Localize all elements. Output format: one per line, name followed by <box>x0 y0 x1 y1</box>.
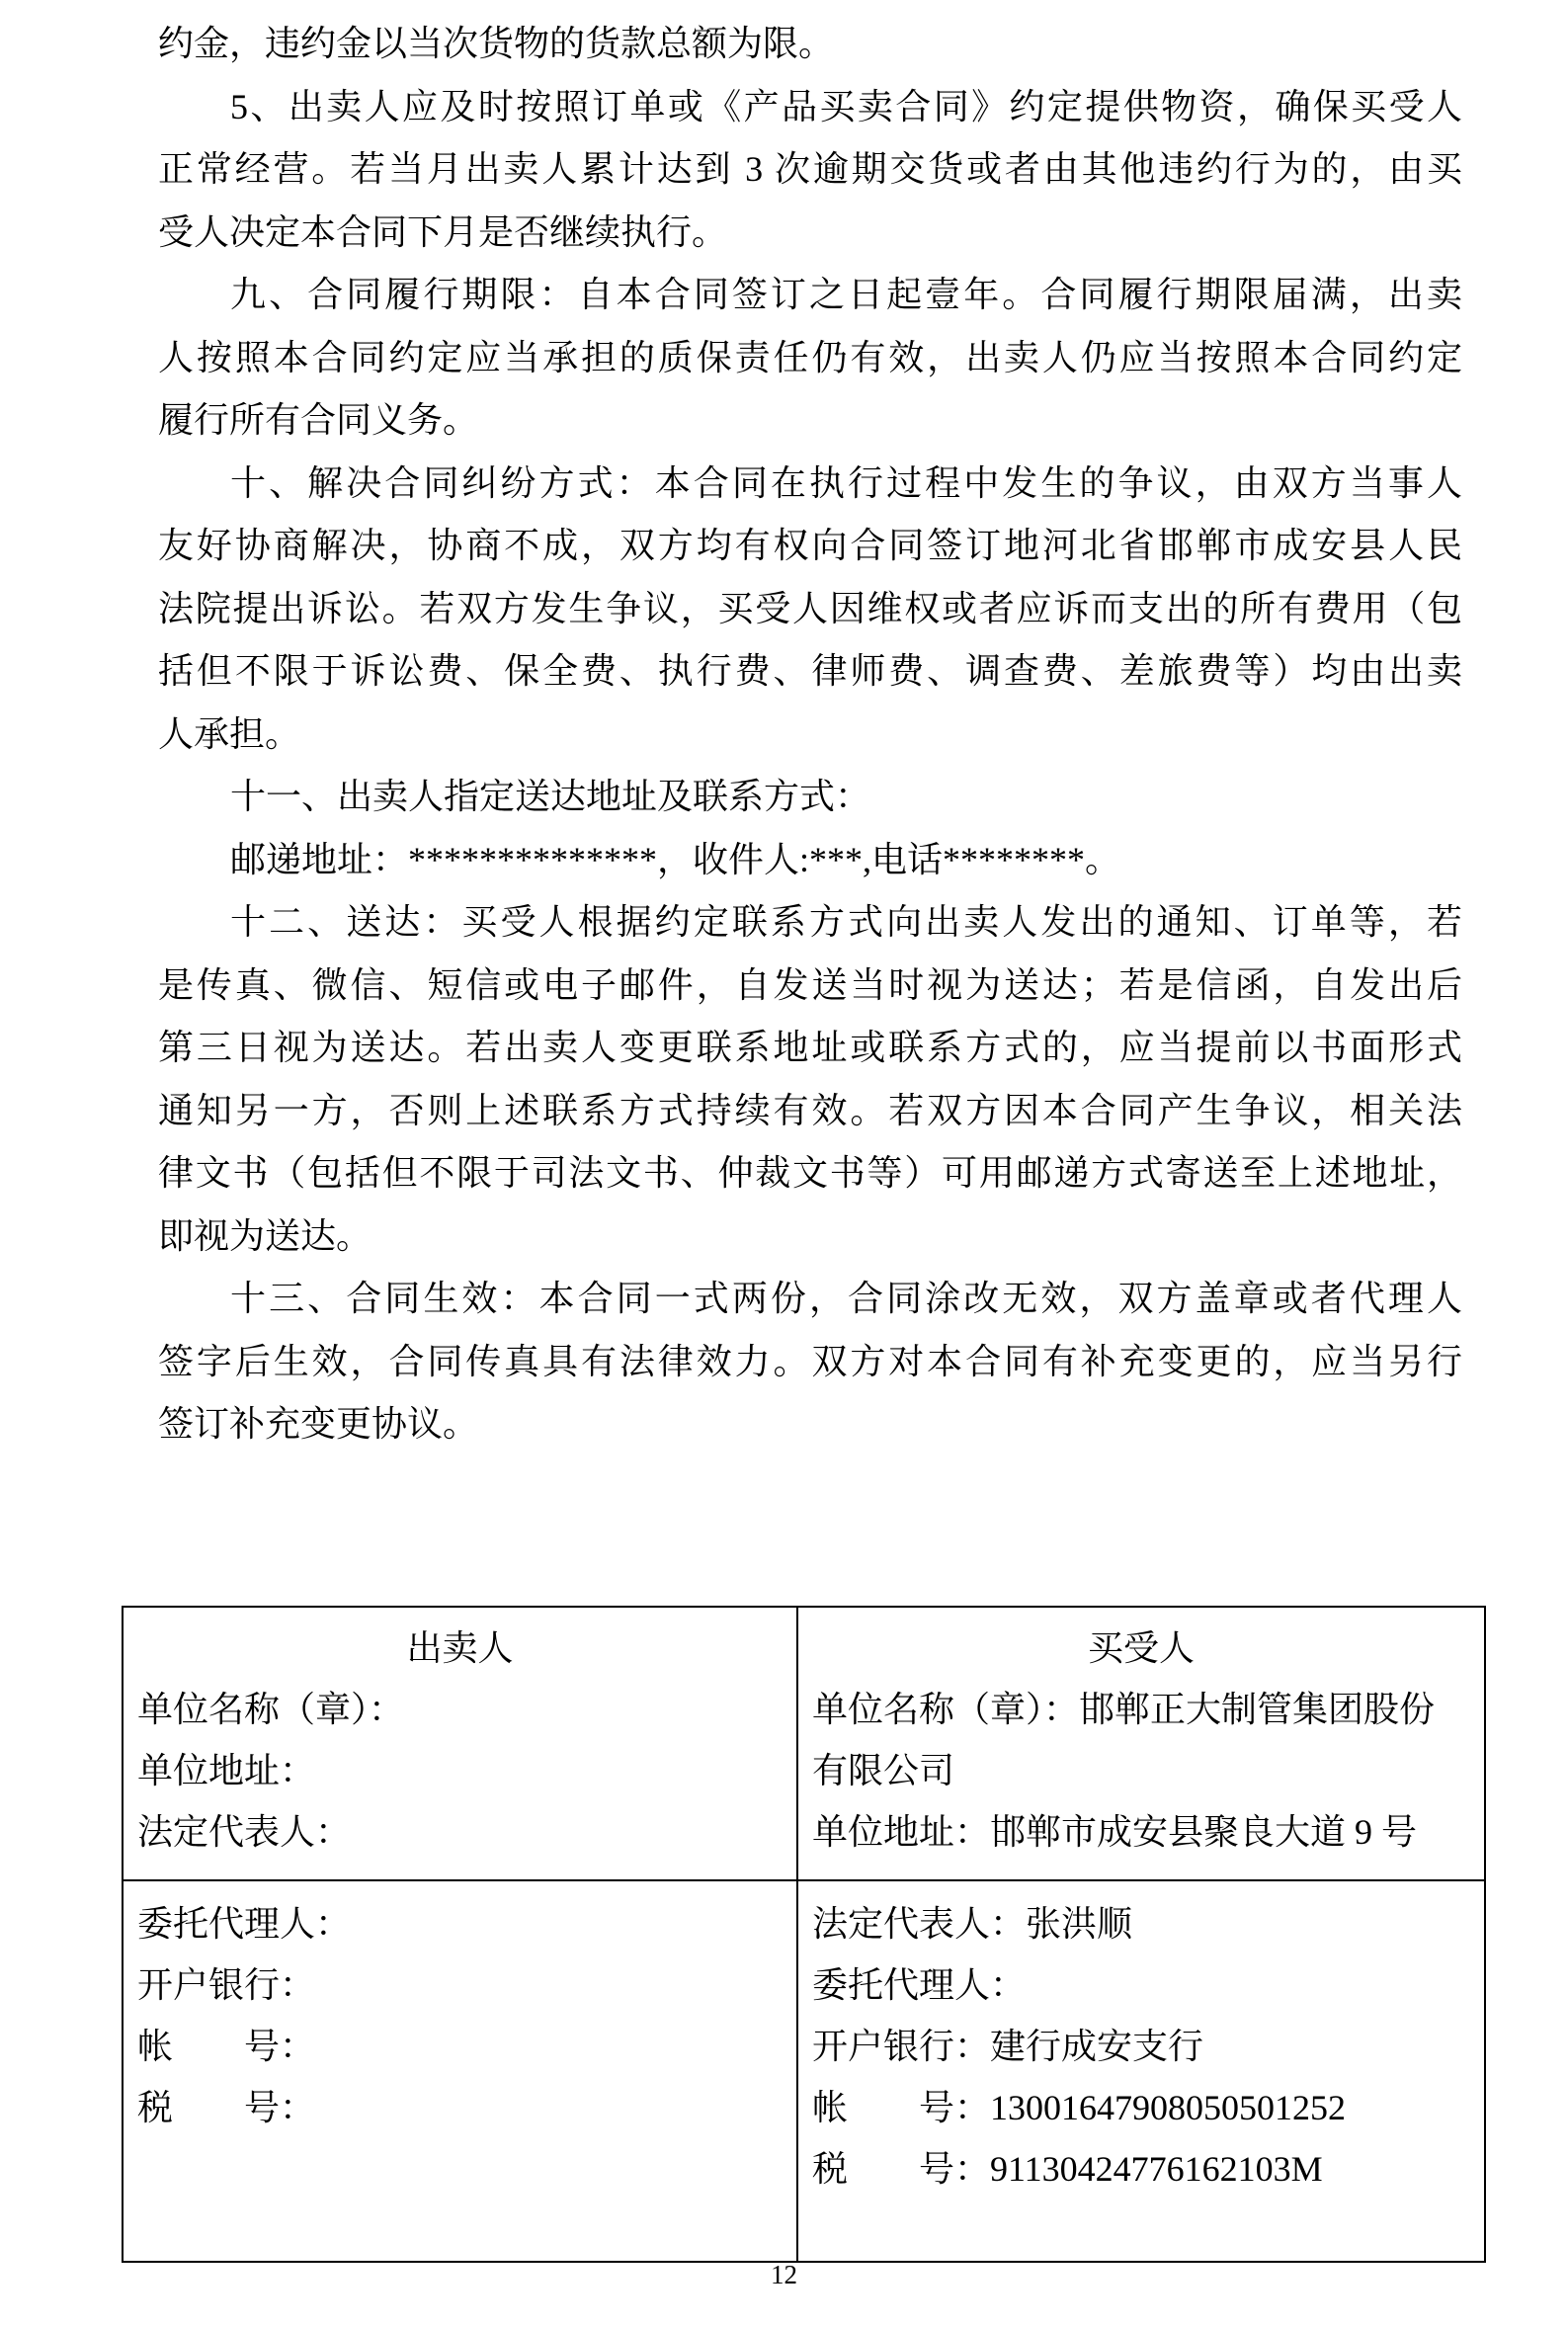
seller-company-address-label: 单位地址： <box>137 1751 316 1790</box>
body-line: 括但不限于诉讼费、保全费、执行费、律师费、调查费、差旅费等）均由出卖 <box>158 651 1462 691</box>
seller-account-label: 帐 号： <box>137 2027 316 2066</box>
body-line: 九、合同履行期限：自本合同签订之日起壹年。合同履行期限届满，出卖 <box>230 275 1462 314</box>
buyer-company-name: 单位名称（章）：邯郸正大制管集团股份 <box>812 1690 1436 1729</box>
body-line: 十三、合同生效：本合同一式两份，合同涂改无效，双方盖章或者代理人 <box>230 1279 1462 1318</box>
body-line: 受人决定本合同下月是否继续执行。 <box>158 211 728 252</box>
buyer-info-cell <box>798 1608 1484 1881</box>
body-line: 十、解决合同纠纷方式：本合同在执行过程中发生的争议，由双方当事人 <box>230 462 1462 503</box>
body-line: 即视为送达。 <box>158 1215 372 1256</box>
seller-agent-label: 委托代理人： <box>137 1904 352 1944</box>
body-line: 人承担。 <box>158 713 301 754</box>
buyer-bank-cell <box>798 1881 1484 2261</box>
buyer-header: 买受人 <box>1087 1628 1195 1668</box>
seller-header: 出卖人 <box>406 1628 514 1668</box>
contract-body <box>158 13 1462 1456</box>
body-line: 约金，违约金以当次货物的货款总额为限。 <box>158 24 835 63</box>
seller-company-name-label: 单位名称（章）： <box>137 1690 405 1729</box>
body-line: 人按照本合同约定应当承担的质保责任仍有效，出卖人仍应当按照本合同约定 <box>158 337 1462 377</box>
body-line: 法院提出诉讼。若双方发生争议，买受人因维权或者应诉而支出的所有费用（包 <box>158 588 1462 628</box>
body-line: 签字后生效，合同传真具有法律效力。双方对本合同有补充变更的，应当另行 <box>158 1341 1462 1381</box>
seller-info-cell <box>124 1608 798 1881</box>
seller-legal-representative-label: 法定代表人： <box>137 1812 352 1852</box>
buyer-company-address: 单位地址：邯郸市成安县聚良大道 9 号 <box>812 1812 1418 1852</box>
body-line: 律文书（包括但不限于司法文书、仲裁文书等）可用邮递方式寄送至上述地址， <box>158 1153 1462 1193</box>
page-number: 12 <box>771 2260 797 2289</box>
body-line: 十二、送达：买受人根据约定联系方式向出卖人发出的通知、订单等，若 <box>230 902 1462 942</box>
seller-bank-cell <box>124 1881 798 2261</box>
buyer-tax-number: 税 号：91130424776162103M <box>812 2149 1323 2189</box>
buyer-bank: 开户银行：建行成安支行 <box>812 2027 1204 2066</box>
body-line: 正常经营。若当月出卖人累计达到 3 次逾期交货或者由其他违约行为的，由买 <box>158 149 1462 189</box>
body-line: 邮递地址：**************，收件人:***,电话********。 <box>230 839 1121 879</box>
body-line: 签订补充变更协议。 <box>158 1404 479 1444</box>
buyer-account-number: 帐 号：13001647908050501252 <box>812 2088 1347 2127</box>
body-line: 通知另一方，否则上述联系方式持续有效。若双方因本合同产生争议，相关法 <box>158 1090 1462 1130</box>
body-line: 是传真、微信、短信或电子邮件，自发送当时视为送达；若是信函，自发出后 <box>158 964 1462 1005</box>
body-line: 友好协商解决，协商不成，双方均有权向合同签订地河北省邯郸市成安县人民 <box>158 526 1462 565</box>
buyer-company-name-cont: 有限公司 <box>812 1751 955 1790</box>
body-line: 十一、出卖人指定送达地址及联系方式： <box>230 777 871 816</box>
buyer-agent-label: 委托代理人： <box>812 1965 1027 2005</box>
body-line: 履行所有合同义务。 <box>158 400 479 440</box>
seller-bank-label: 开户银行： <box>137 1965 316 2005</box>
signature-table <box>122 1606 1486 2263</box>
body-line: 第三日视为送达。若出卖人变更联系地址或联系方式的，应当提前以书面形式 <box>158 1028 1462 1067</box>
buyer-legal-representative: 法定代表人：张洪顺 <box>812 1904 1133 1944</box>
body-line: 5、出卖人应及时按照订单或《产品买卖合同》约定提供物资，确保买受人 <box>230 86 1462 126</box>
seller-tax-label: 税 号： <box>137 2088 316 2127</box>
